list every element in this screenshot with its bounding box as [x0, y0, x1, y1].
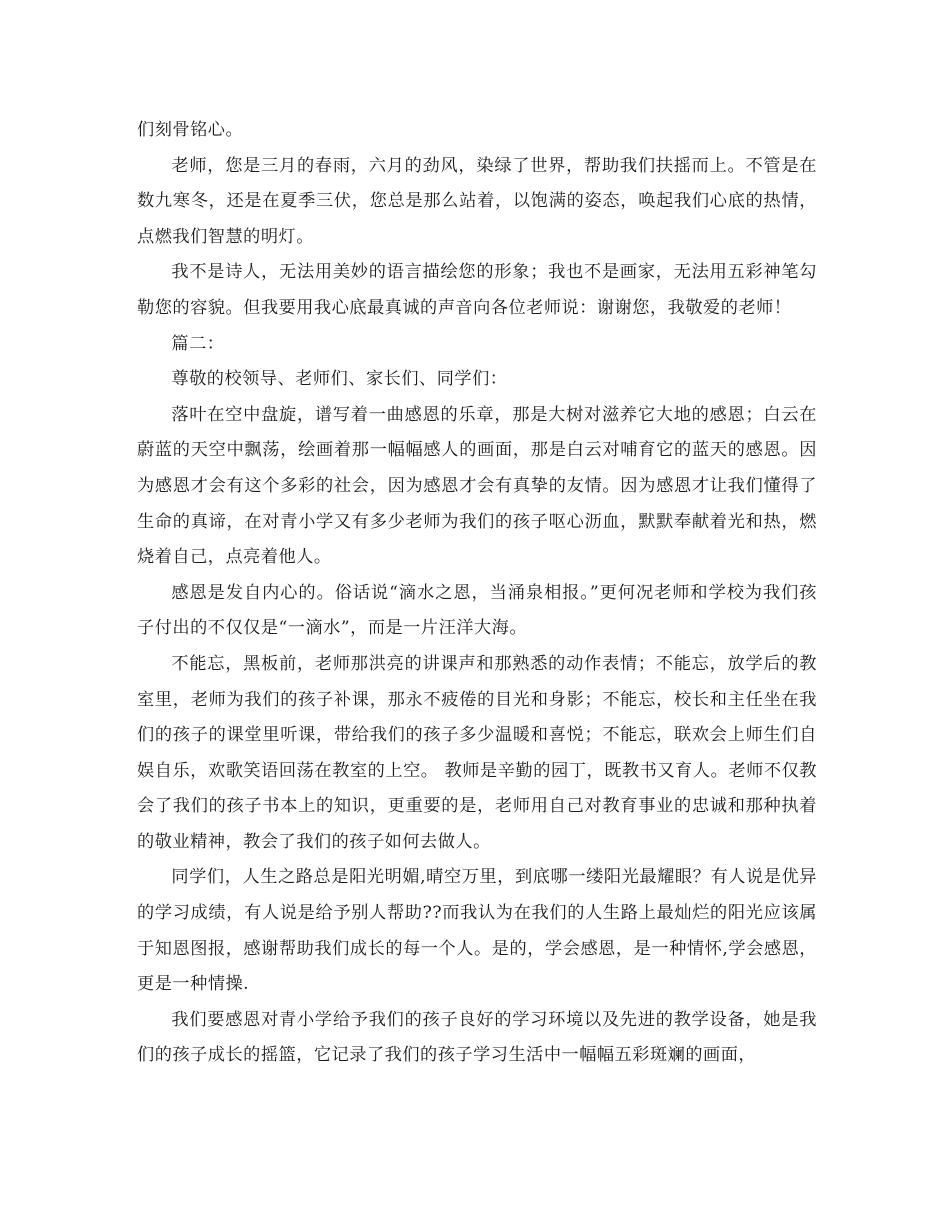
paragraph-9: 同学们，人生之路总是阳光明媚,晴空万里，到底哪一缕阳光最耀眼？有人说是优异的学习成绩，有人说是给予别人帮助??而我认为在我们的人生路上最灿烂的阳光应该属于知恩图报，感谢帮助我们成长的每一个人。是的，学会感恩，是一种情怀,学会感恩，更是一种情操. [137, 867, 817, 995]
paragraph-3: 我不是诗人，无法用美妙的语言描绘您的形象；我也不是画家，无法用五彩神笔勾勒您的容貌。但我要用我心底最真诚的声音向各位老师说：谢谢您，我敬爱的老师！ [137, 262, 817, 318]
paragraph-10: 我们要感恩对青小学给予我们的孩子良好的学习环境以及先进的教学设备，她是我们的孩子成长的摇篮，它记录了我们的孩子学习生活中一幅幅五彩斑斓的画面， [137, 1009, 817, 1066]
paragraph-2: 老师，您是三月的春雨，六月的劲风，染绿了世界，帮助我们扶摇而上。不管是在数九寒冬，还是在夏季三伏，您总是那么站着，以饱满的姿态，唤起我们心底的热情，点燃我们智慧的明灯。 [137, 155, 817, 247]
paragraph-8: 不能忘，黑板前，老师那洪亮的讲课声和那熟悉的动作表情；不能忘，放学后的教室里，老师为我们的孩子补课，那永不疲倦的目光和身影；不能忘，校长和主任坐在我们的孩子的课堂里听课，带给我们的孩子多少温暖和喜悦；不能忘，联欢会上师生们自娱自乐，欢歌笑语回荡在教室的上空。 教师是辛勤的园丁，既教书又育人。老师不仅教会了我们的孩子书本上的知识，更重要的是，老师用自己对教育事业的忠诚和那种执着的敬业精神，教会了我们的孩子如何去做人。 [137, 653, 817, 852]
paragraph-7: 感恩是发自内心的。俗话说“滴水之恩，当涌泉相报。”更何况老师和学校为我们孩子付出的不仅仅是“一滴水”，而是一片汪洋大海。 [137, 582, 817, 639]
section-heading: 篇二： [171, 333, 225, 354]
document-body [137, 113, 817, 1074]
paragraph-1: 们刻骨铭心。 [137, 120, 244, 140]
salutation: 尊敬的校领导、老师们、家长们、同学们： [171, 369, 508, 390]
paragraph-6: 落叶在空中盘旋，谱写着一曲感恩的乐章，那是大树对滋养它大地的感恩；白云在蔚蓝的天空中飘荡，绘画着那一幅幅感人的画面，那是白云对哺育它的蓝天的感恩。因为感恩才会有这个多彩的社会，因为感恩才会有真挚的友情。因为感恩才让我们懂得了生命的真谛，在对青小学又有多少老师为我们的孩子呕心沥血，默默奉献着光和热，燃烧着自己，点亮着他人。 [137, 404, 817, 568]
